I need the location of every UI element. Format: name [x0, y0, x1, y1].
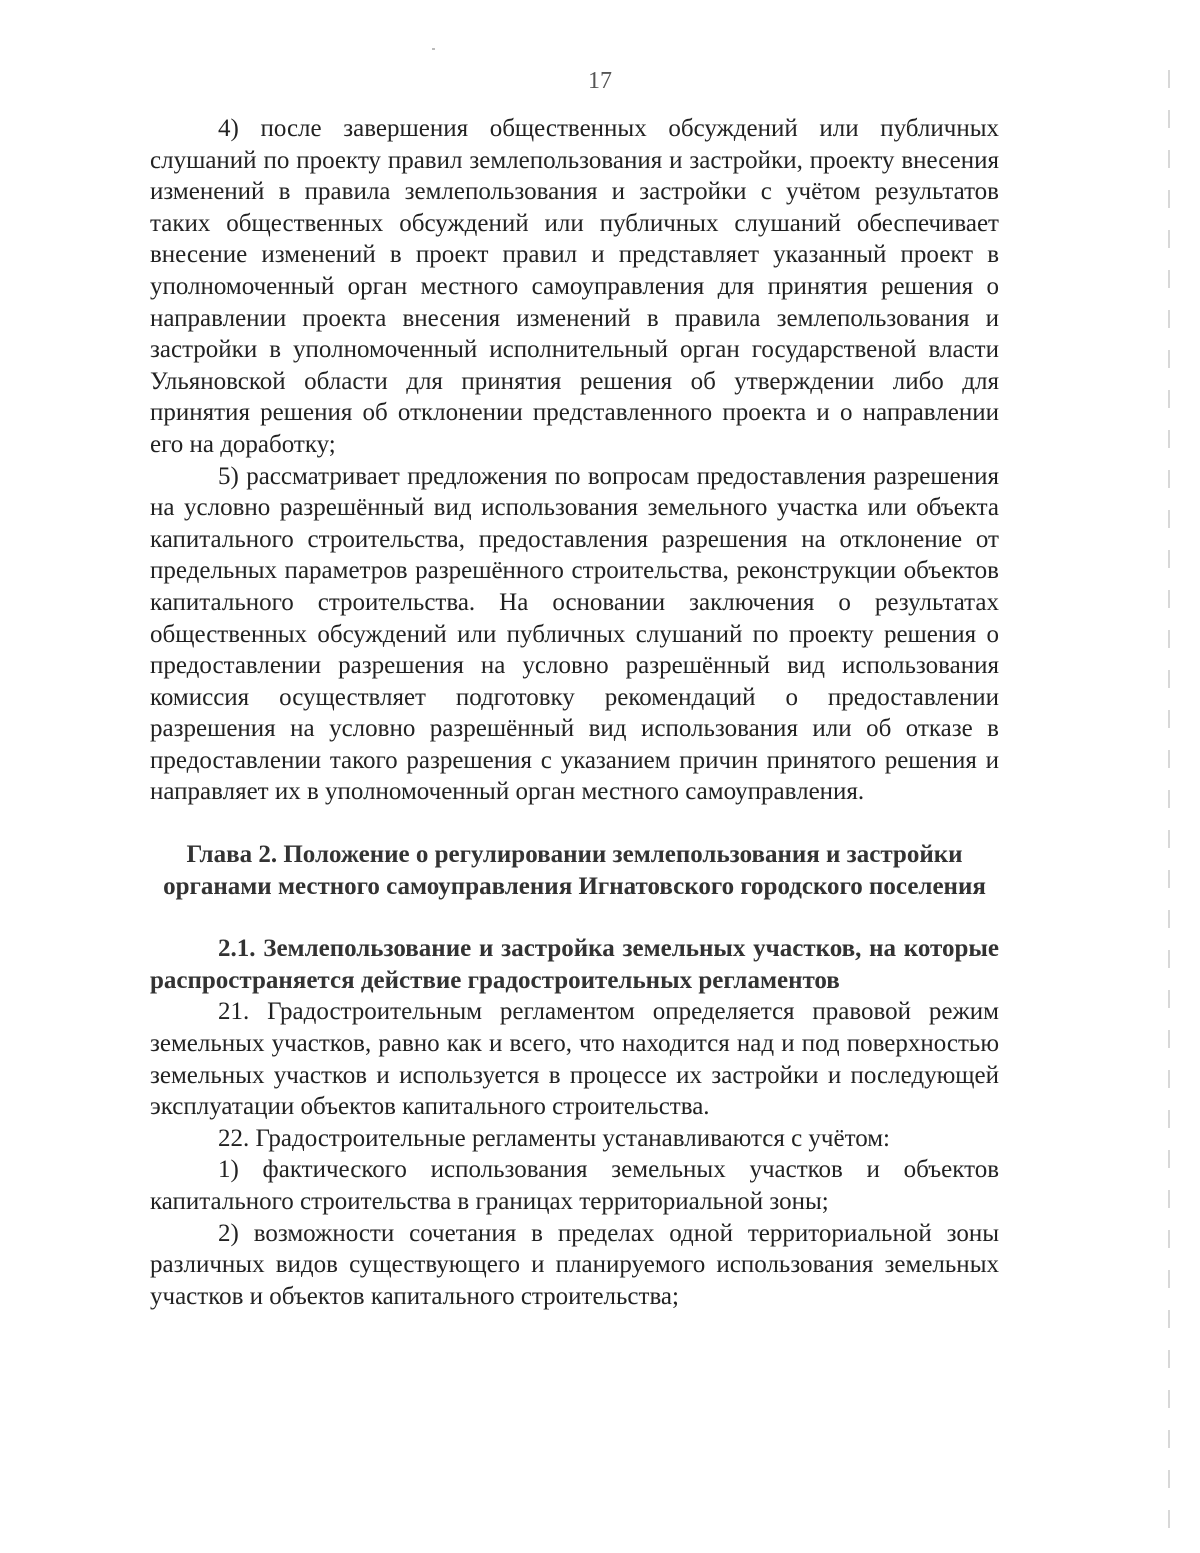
- chapter-heading: Глава 2. Положение о регулировании землепользования и застройки органами местного самоуправления Игнатовского городского поселения: [163, 841, 986, 900]
- paragraph-22: 22. Градостроительные регламенты устанавливаются с учётом:: [218, 1124, 890, 1152]
- page-number: 17: [588, 68, 612, 94]
- document-body: [150, 113, 999, 1312]
- scan-edge-artifact: [1168, 70, 1170, 1530]
- paragraph-22-item-2: 2) возможности сочетания в пределах одной территориальной зоны различных видов существующего и планируемого использования земельных участков и объектов капитального строительства;: [150, 1219, 999, 1310]
- paragraph-21: 21. Градостроительным регламентом определяется правовой режим земельных участков, равно как и всего, что находится над и под поверхностью земельных участков и используется в процессе их застройки и последующей эксплуатации объектов капитального строительства.: [150, 998, 999, 1121]
- section-heading: 2.1. Землепользование и застройка земельных участков, на которые распространяется действие градостроительных регламентов: [150, 935, 999, 994]
- paragraph-22-item-1: 1) фактического использования земельных участков и объектов капитального строительства в границах территориальной зоны;: [150, 1156, 999, 1215]
- paragraph-item-4: 4) после завершения общественных обсуждений или публичных слушаний по проекту правил землепользования и застройки, проекту внесения изменений в правила землепользования и застройки с учётом результатов таких общественных обсуждений или публичных слушаний обеспечивает внесение изменений в проект правил и представляет указанный проект в уполномоченный орган местного самоуправления для принятия решения о направлении проекта внесения изменений в правила землепользования и застройки в уполномоченный исполнительный орган государственой власти Ульяновской области для принятия решения об утверждении либо для принятия решения об отклонении представленного проекта и о направлении его на доработку;: [150, 115, 999, 458]
- paragraph-item-5: 5) рассматривает предложения по вопросам предоставления разрешения на условно разрешённый вид использования земельного участка или объекта капитального строительства, предоставления разрешения на отклонение от предельных параметров разрешённого строительства, реконструкции объектов капитального строительства. На основании заключения о результатах общественных обсуждений или публичных слушаний по проекту решения о предоставлении разрешения на условно разрешённый вид использования комиссия осуществляет подготовку рекомендаций о предоставлении разрешения на условно разрешённый вид использования или об отказе в предоставлении такого разрешения с указанием причин принятого решения и направляет их в уполномоченный орган местного самоуправления.: [150, 462, 999, 806]
- scan-artifact: [432, 48, 435, 50]
